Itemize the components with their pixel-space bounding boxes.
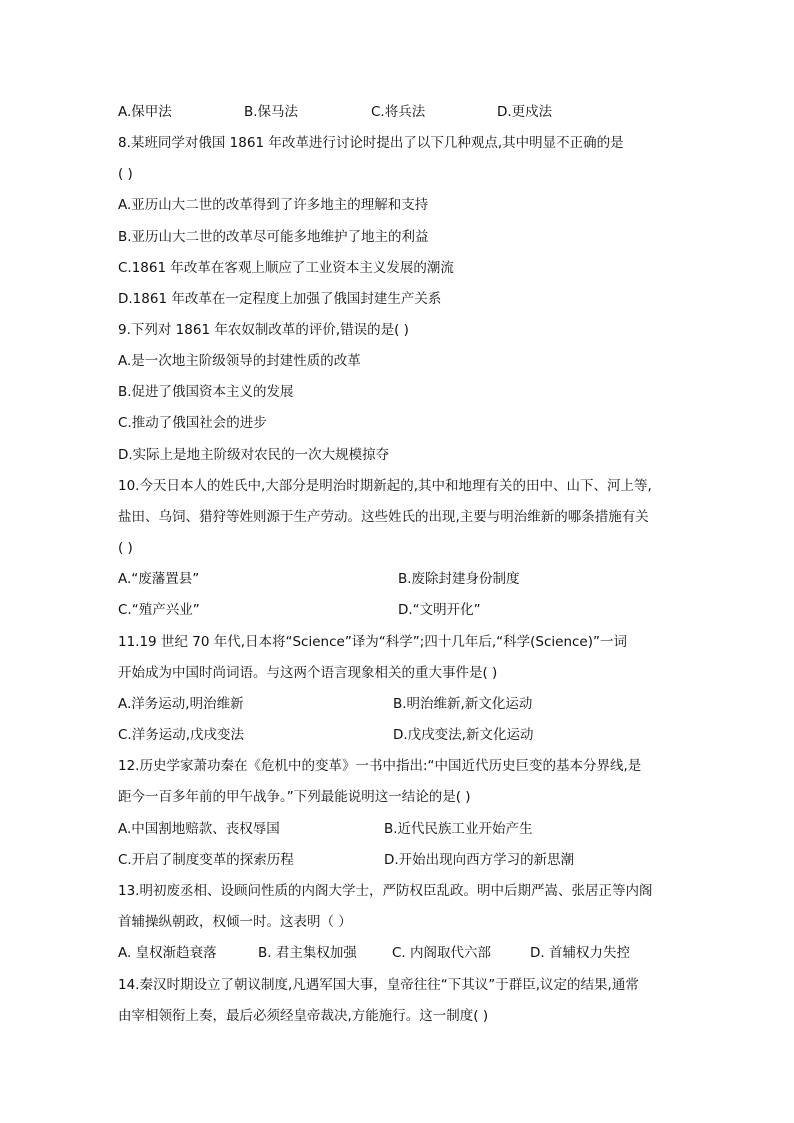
q14-stem-line2: 由宰相领衔上奏，最后必须经皇帝裁决,方能施行。这一制度( )	[118, 1008, 489, 1024]
q12-option-c: C.开启了制度变革的探索历程	[118, 852, 294, 868]
q10-stem-line1: 10.今天日本人的姓氏中,大部分是明治时期新起的,其中和地理有关的田中、山下、河上等,	[118, 478, 652, 494]
q10-option-a: A.“废藩置县”	[118, 571, 200, 587]
q9-option-b: B.促进了俄国资本主义的发展	[118, 384, 294, 400]
q8-option-a: A.亚历山大二世的改革得到了许多地主的理解和支持	[118, 197, 429, 213]
q13-stem-line2: 首辅操纵朝政，权倾一时。这表明（ ）	[118, 914, 352, 930]
q11-stem-line2: 开始成为中国时尚词语。与这两个语言现象相关的重大事件是( )	[118, 665, 498, 681]
q12-option-b: B.近代民族工业开始产生	[384, 821, 533, 837]
q13-option-d: D. 首辅权力失控	[530, 945, 630, 961]
q11-option-b: B.明治维新,新文化运动	[393, 696, 533, 712]
q10-stem-line2: 盐田、乌饲、猎狩等姓则源于生产劳动。这些姓氏的出现,主要与明治维新的哪条措施有关	[118, 509, 649, 525]
q10-option-d: D.“文明开化”	[398, 602, 481, 618]
q8-option-c: C.1861 年改革在客观上顺应了工业资本主义发展的潮流	[118, 260, 454, 276]
q8-stem-line1: 8.某班同学对俄国 1861 年改革进行讨论时提出了以下几种观点,其中明显不正确的是	[118, 135, 624, 151]
q12-option-d: D.开始出现向西方学习的新思潮	[384, 852, 575, 868]
q9-option-d: D.实际上是地主阶级对农民的一次大规模掠夺	[118, 447, 390, 463]
q13-option-a: A. 皇权渐趋衰落	[118, 945, 217, 961]
q11-option-a: A.洋务运动,明治维新	[118, 696, 244, 712]
q10-stem-line3: ( )	[118, 540, 133, 556]
q9-option-a: A.是一次地主阶级领导的封建性质的改革	[118, 353, 361, 369]
q7-option-b: B.保马法	[244, 104, 299, 120]
q7-option-a: A.保甲法	[118, 104, 172, 120]
q12-stem-line1: 12.历史学家萧功秦在《危机中的变革》一书中指出:“中国近代历史巨变的基本分界线,是	[118, 758, 642, 774]
q7-option-c: C.将兵法	[371, 104, 426, 120]
q7-option-d: D.更戍法	[497, 104, 553, 120]
q8-option-b: B.亚历山大二世的改革尽可能多地维护了地主的利益	[118, 229, 429, 245]
q12-stem-line2: 距今一百多年前的甲午战争。”下列最能说明这一结论的是( )	[118, 789, 471, 805]
q10-option-b: B.废除封建身份制度	[398, 571, 520, 587]
q9-option-c: C.推动了俄国社会的进步	[118, 415, 267, 431]
q9-stem: 9.下列对 1861 年农奴制改革的评价,错误的是( )	[118, 322, 409, 338]
q11-option-d: D.戊戌变法,新文化运动	[393, 727, 534, 743]
q8-stem-line2: ( )	[118, 166, 133, 182]
q14-stem-line1: 14.秦汉时期设立了朝议制度,凡遇军国大事，皇帝往往“下其议”于群臣,议定的结果,通常	[118, 977, 639, 993]
q8-option-d: D.1861 年改革在一定程度上加强了俄国封建生产关系	[118, 291, 442, 307]
q13-stem-line1: 13.明初废丞相、设顾问性质的内阁大学士，严防权臣乱政。明中后期严嵩、张居正等内阁	[118, 883, 653, 899]
q11-stem-line1: 11.19 世纪 70 年代,日本将“Science”译为“科学”;四十几年后,“科学(Science)”一词	[118, 634, 627, 650]
q10-option-c: C.“殖产兴业”	[118, 602, 200, 618]
q13-option-b: B. 君主集权加强	[258, 945, 357, 961]
q12-option-a: A.中国割地赔款、丧权辱国	[118, 821, 280, 837]
q11-option-c: C.洋务运动,戊戌变法	[118, 727, 245, 743]
q13-option-c: C. 内阁取代六部	[392, 945, 492, 961]
